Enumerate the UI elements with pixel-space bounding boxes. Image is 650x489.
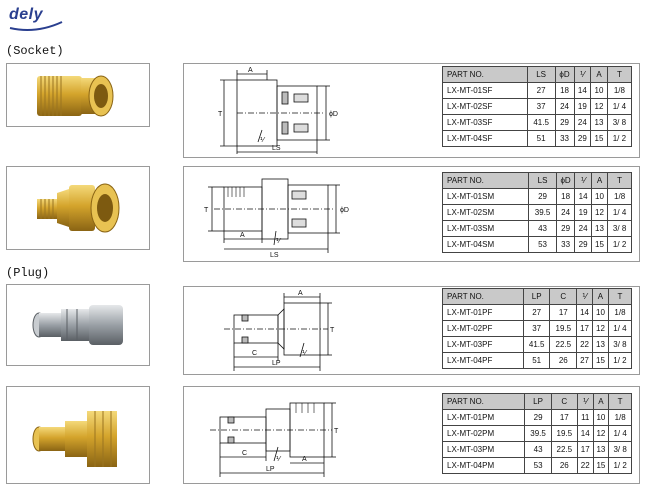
cell: 53 <box>525 458 551 474</box>
dim-label-ls: LS <box>272 145 281 152</box>
cell: 13 <box>593 337 609 353</box>
col-header-a: A <box>591 67 608 83</box>
cell: 3/ 8 <box>608 337 631 353</box>
col-header-t: T <box>608 289 631 305</box>
cell: 33 <box>556 237 575 253</box>
dim-label-wrench: ⅟ <box>260 137 264 144</box>
table-row <box>443 321 632 337</box>
cell: 12 <box>593 426 609 442</box>
table-row <box>443 305 632 321</box>
col-header-a: A <box>593 394 609 410</box>
cell: LX-MT-04PF <box>443 353 524 369</box>
photo-socket-female <box>6 63 150 127</box>
table-row <box>443 189 632 205</box>
cell: 1/ 2 <box>609 458 632 474</box>
cell: 43 <box>529 221 556 237</box>
cell: 14 <box>577 305 593 321</box>
table-row <box>443 442 632 458</box>
cell: LX-MT-04PM <box>443 458 525 474</box>
dim-label-d: ϕD <box>329 111 338 118</box>
cell: 37 <box>527 99 555 115</box>
cell: LX-MT-03PF <box>443 337 524 353</box>
dim-label-c: C <box>252 350 258 357</box>
photo-plug-male <box>6 386 150 484</box>
socket-female-image <box>7 64 149 126</box>
cell: 19 <box>575 205 591 221</box>
cell: 17 <box>577 321 593 337</box>
cell: 3/ 8 <box>609 442 632 458</box>
cell: 1/ 4 <box>608 205 632 221</box>
cell: 1/ 2 <box>608 353 631 369</box>
cell: 27 <box>527 83 555 99</box>
plug-section-label: (Plug) <box>6 266 50 280</box>
dim-label-t: T <box>330 327 335 334</box>
cell: 24 <box>556 205 575 221</box>
cell: 39.5 <box>525 426 551 442</box>
col-header-a: A <box>593 289 609 305</box>
dim-label-ls: LS <box>270 252 279 259</box>
col-header-t: T <box>608 173 632 189</box>
cell: 17 <box>551 410 577 426</box>
table-row <box>443 458 632 474</box>
plug-female-image <box>7 285 149 365</box>
dim-label-lp: LP <box>272 360 281 367</box>
dim-label-a: A <box>298 290 303 297</box>
cell: 10 <box>593 305 609 321</box>
table-header-row <box>443 173 632 189</box>
cell: 39.5 <box>529 205 556 221</box>
cell: 14 <box>577 426 593 442</box>
table-header-row <box>443 289 632 305</box>
cell: 29 <box>556 221 575 237</box>
cell: 14 <box>574 83 591 99</box>
table-header-row <box>443 394 632 410</box>
cell: 1/ 4 <box>607 99 631 115</box>
cell: LX-MT-03SF <box>443 115 528 131</box>
cell: LX-MT-01PF <box>443 305 524 321</box>
cell: LX-MT-04SM <box>443 237 529 253</box>
cell: 27 <box>577 353 593 369</box>
cell: 24 <box>575 221 591 237</box>
col-header-t: T <box>607 67 631 83</box>
cell: LX-MT-01PM <box>443 410 525 426</box>
cell: 1/8 <box>609 410 632 426</box>
dim-label-d: ϕD <box>340 207 349 214</box>
cell: 19.5 <box>550 321 577 337</box>
cell: 29 <box>574 131 591 147</box>
col-header-d: ϕD <box>556 173 575 189</box>
cell: 51 <box>527 131 555 147</box>
table-row <box>443 337 632 353</box>
cell: 3/ 8 <box>607 115 631 131</box>
cell: 37 <box>523 321 550 337</box>
cell: LX-MT-01SM <box>443 189 529 205</box>
col-header-part-no: PART NO. <box>443 289 524 305</box>
socket-male-image <box>7 167 149 249</box>
table-row <box>443 353 632 369</box>
cell: 18 <box>555 83 574 99</box>
cell: 12 <box>591 205 607 221</box>
cell: LX-MT-02SF <box>443 99 528 115</box>
cell: 27 <box>523 305 550 321</box>
cell: 29 <box>575 237 591 253</box>
spec-table-plug-female <box>442 288 632 369</box>
cell: 19.5 <box>551 426 577 442</box>
cell: 10 <box>591 83 608 99</box>
cell: LX-MT-03SM <box>443 221 529 237</box>
dim-label-a: A <box>248 67 253 74</box>
table-row <box>443 237 632 253</box>
col-header-wrench: ⅟ <box>575 173 591 189</box>
cell: LX-MT-02PF <box>443 321 524 337</box>
table-row <box>443 221 632 237</box>
cell: 1/8 <box>608 189 632 205</box>
cell: 41.5 <box>527 115 555 131</box>
cell: 1/ 2 <box>607 131 631 147</box>
cell: 24 <box>555 99 574 115</box>
dim-label-wrench: ⅟ <box>276 456 280 463</box>
dim-label-a: A <box>240 232 245 239</box>
dim-label-wrench: ⅟ <box>302 350 306 357</box>
cell: 26 <box>551 458 577 474</box>
col-header-wrench: ⅟ <box>574 67 591 83</box>
cell: 15 <box>593 353 609 369</box>
cell: LX-MT-04SF <box>443 131 528 147</box>
cell: 17 <box>550 305 577 321</box>
table-row <box>443 410 632 426</box>
dim-label-t: T <box>204 207 209 214</box>
col-header-lp: LP <box>523 289 550 305</box>
plug-male-image <box>7 387 149 483</box>
cell: 41.5 <box>523 337 550 353</box>
col-header-t: T <box>609 394 632 410</box>
spec-table-socket-female <box>442 66 632 147</box>
cell: 1/8 <box>607 83 631 99</box>
cell: LX-MT-02SM <box>443 205 529 221</box>
cell: 1/ 4 <box>608 321 631 337</box>
col-header-c: C <box>550 289 577 305</box>
dim-label-t: T <box>334 428 339 435</box>
cell: 15 <box>591 237 607 253</box>
cell: 26 <box>550 353 577 369</box>
col-header-part-no: PART NO. <box>443 394 525 410</box>
dim-label-wrench: ⅟ <box>276 238 280 245</box>
table-row <box>443 83 632 99</box>
cell: 13 <box>593 442 609 458</box>
cell: 1/ 2 <box>608 237 632 253</box>
cell: 51 <box>523 353 550 369</box>
cell: 22.5 <box>551 442 577 458</box>
dim-label-c: C <box>242 450 248 457</box>
table-row <box>443 426 632 442</box>
table-row <box>443 205 632 221</box>
cell: 10 <box>591 189 607 205</box>
cell: 14 <box>575 189 591 205</box>
socket-section-label: (Socket) <box>6 44 64 58</box>
cell: 33 <box>555 131 574 147</box>
col-header-d: ϕD <box>555 67 574 83</box>
dim-label-lp: LP <box>266 466 275 473</box>
cell: 29 <box>555 115 574 131</box>
cell: LX-MT-01SF <box>443 83 528 99</box>
cell: 24 <box>574 115 591 131</box>
cell: LX-MT-02PM <box>443 426 525 442</box>
cell: 15 <box>591 131 608 147</box>
photo-socket-male <box>6 166 150 250</box>
cell: 13 <box>591 221 607 237</box>
cell: 53 <box>529 237 556 253</box>
table-row <box>443 131 632 147</box>
cell: 15 <box>593 458 609 474</box>
cell: 1/8 <box>608 305 631 321</box>
photo-plug-female <box>6 284 150 366</box>
cell: 18 <box>556 189 575 205</box>
col-header-wrench: ⅟ <box>577 394 593 410</box>
cell: LX-MT-03PM <box>443 442 525 458</box>
cell: 13 <box>591 115 608 131</box>
col-header-ls: LS <box>527 67 555 83</box>
cell: 3/ 8 <box>608 221 632 237</box>
cell: 12 <box>593 321 609 337</box>
col-header-part-no: PART NO. <box>443 67 528 83</box>
cell: 22.5 <box>550 337 577 353</box>
cell: 1/ 4 <box>609 426 632 442</box>
cell: 22 <box>577 337 593 353</box>
col-header-a: A <box>591 173 607 189</box>
col-header-c: C <box>551 394 577 410</box>
cell: 10 <box>593 410 609 426</box>
col-header-part-no: PART NO. <box>443 173 529 189</box>
table-header-row <box>443 67 632 83</box>
cell: 17 <box>577 442 593 458</box>
cell: 12 <box>591 99 608 115</box>
col-header-lp: LP <box>525 394 551 410</box>
col-header-ls: LS <box>529 173 556 189</box>
logo-text: dely <box>9 6 44 23</box>
dim-label-a: A <box>302 456 307 463</box>
table-row <box>443 99 632 115</box>
cell: 43 <box>525 442 551 458</box>
cell: 22 <box>577 458 593 474</box>
spec-table-socket-male <box>442 172 632 253</box>
cell: 19 <box>574 99 591 115</box>
dim-label-t: T <box>218 111 223 118</box>
cell: 29 <box>525 410 551 426</box>
cell: 11 <box>577 410 593 426</box>
spec-table-plug-male <box>442 393 632 474</box>
table-row <box>443 115 632 131</box>
cell: 29 <box>529 189 556 205</box>
col-header-wrench: ⅟ <box>577 289 593 305</box>
